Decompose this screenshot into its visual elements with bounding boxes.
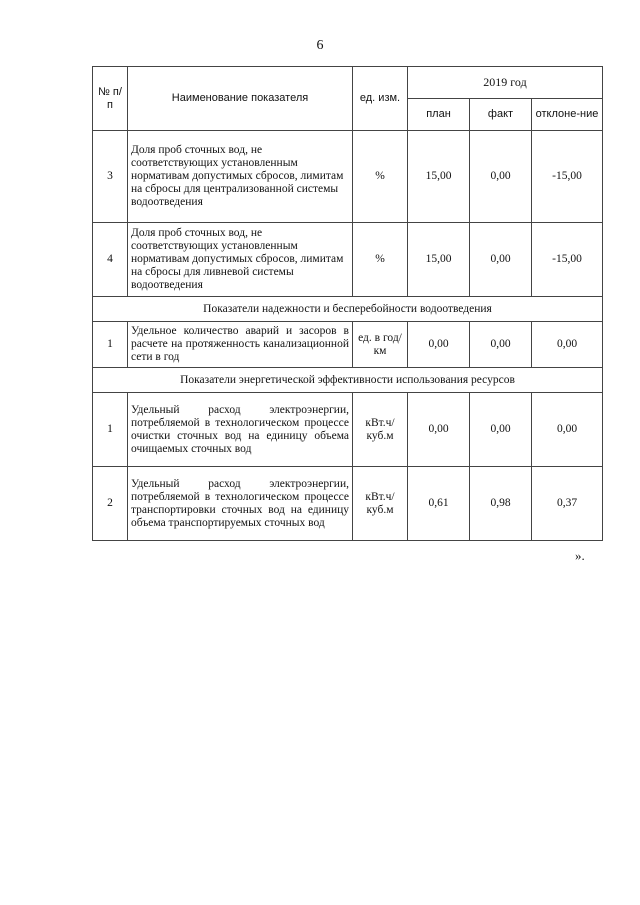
row-plan: 15,00: [408, 131, 470, 223]
row-name: Удельный расход электроэнергии, потребляемой в технологическом процессе очистки сточных вод на единицу объема очищаемых сточных вод: [128, 393, 353, 467]
row-plan: 0,61: [408, 467, 470, 541]
row-name: Удельный расход электроэнергии, потребляемой в технологическом процессе транспортировки сточных вод на единицу объема транспортируемых сточных вод: [128, 467, 353, 541]
page-number: 6: [316, 38, 324, 53]
row-unit: ед. в год/ км: [353, 322, 408, 368]
row-unit: %: [353, 131, 408, 223]
row-fact: 0,98: [470, 467, 532, 541]
section-energy-title: Показатели энергетической эффективности использования ресурсов: [93, 368, 603, 393]
row-deviation: 0,00: [532, 393, 603, 467]
table-row: [93, 223, 603, 297]
row-fact: 0,00: [470, 322, 532, 368]
row-unit: %: [353, 223, 408, 297]
header-fact: факт: [470, 99, 532, 131]
row-deviation: 0,00: [532, 322, 603, 368]
row-name: Доля проб сточных вод, не соответствующих установленным нормативам допустимых сбросов, лимитам на сбросы для ливневой системы водоотведения: [128, 223, 353, 297]
row-name: Удельное количество аварий и засоров в расчете на протяженность канализационной сети в год: [128, 322, 353, 368]
row-fact: 0,00: [470, 131, 532, 223]
row-fact: 0,00: [470, 393, 532, 467]
table-row: [93, 131, 603, 223]
row-deviation: -15,00: [532, 131, 603, 223]
header-year: 2019 год: [408, 67, 603, 99]
table-row: [93, 393, 603, 467]
table-row: [93, 467, 603, 541]
row-plan: 0,00: [408, 393, 470, 467]
header-deviation: отклоне-ние: [532, 99, 603, 131]
header-num: № п/п: [93, 67, 128, 131]
section-reliability-row: [93, 297, 603, 322]
table-row: [93, 322, 603, 368]
header-unit: ед. изм.: [353, 67, 408, 131]
section-reliability-title: Показатели надежности и бесперебойности водоотведения: [93, 297, 603, 322]
row-num: 1: [93, 393, 128, 467]
header-row-top: [93, 67, 603, 99]
row-num: 2: [93, 467, 128, 541]
row-plan: 0,00: [408, 322, 470, 368]
row-deviation: 0,37: [532, 467, 603, 541]
row-num: 3: [93, 131, 128, 223]
closing-quote-mark: ».: [575, 548, 585, 563]
header-name: Наименование показателя: [128, 67, 353, 131]
row-deviation: -15,00: [532, 223, 603, 297]
row-unit: кВт.ч/ куб.м: [353, 393, 408, 467]
section-energy-row: [93, 368, 603, 393]
row-name: Доля проб сточных вод, не соответствующих установленным нормативам допустимых сбросов, лимитам на сбросы для централизованной системы водоотведения: [128, 131, 353, 223]
row-num: 1: [93, 322, 128, 368]
header-plan: план: [408, 99, 470, 131]
row-plan: 15,00: [408, 223, 470, 297]
row-num: 4: [93, 223, 128, 297]
indicators-table: [92, 66, 603, 541]
row-fact: 0,00: [470, 223, 532, 297]
row-unit: кВт.ч/ куб.м: [353, 467, 408, 541]
